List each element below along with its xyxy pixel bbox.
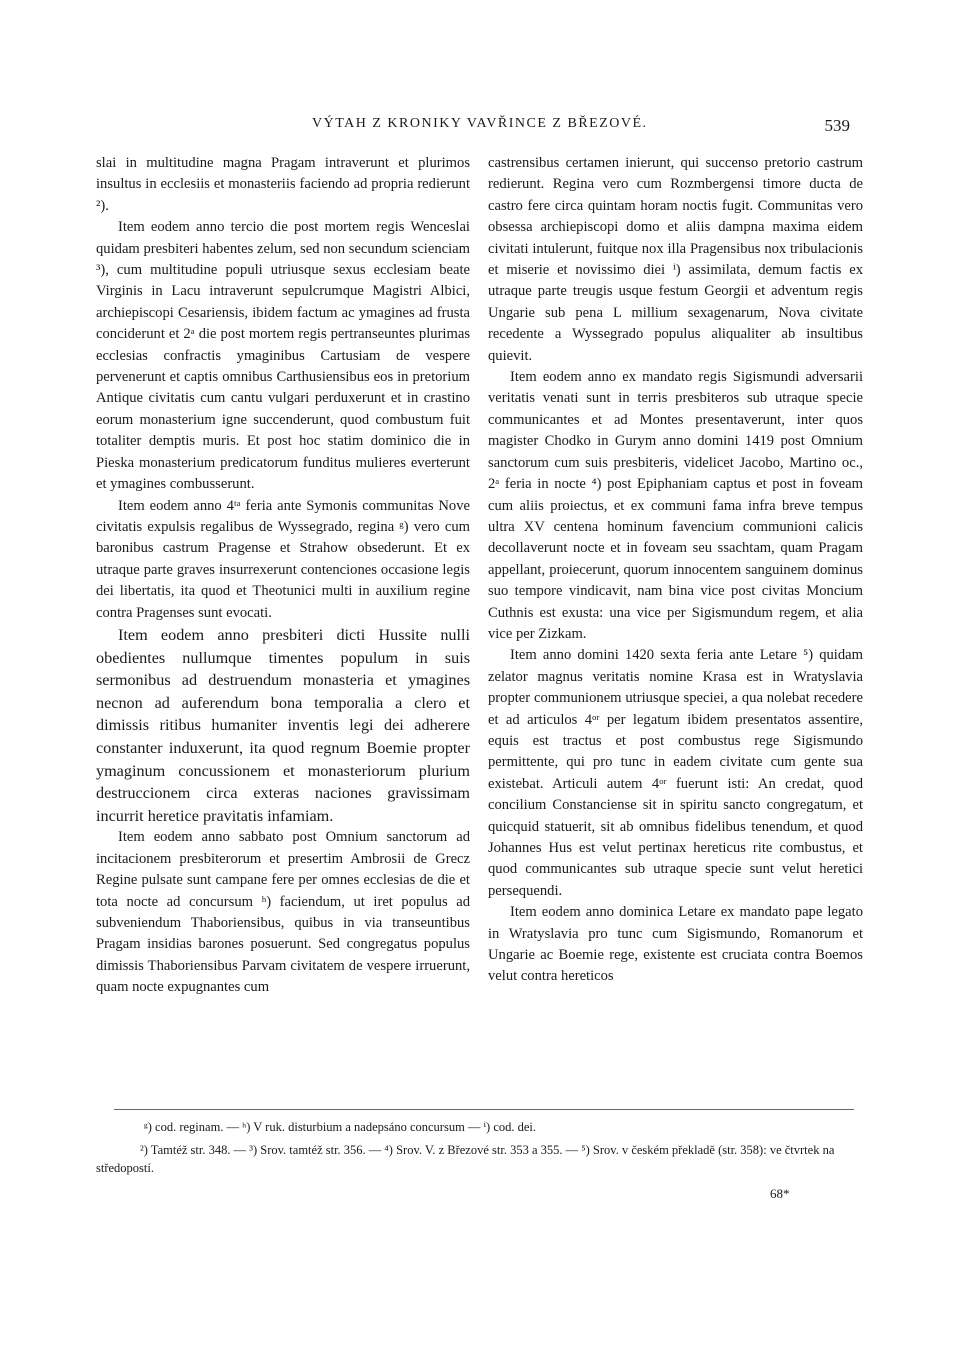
paragraph: castrensibus certamen inierunt, qui succenso pretorio castrum redierunt. Regina vero cum Rozmbergensi timore ducta de castro fere circa quintam horam noctis fugit. Communitas vero obsessa archiepiscopi domo et aliis dampna maxima eidem civitati intulerunt, fuitque nox illa Pragensibus nox tribulacionis et miserie et novissimo diei ⁱ) assimilata, demum factis ex utraque parte treugis usque festum Georgii et adventum regis Ungarie sub pena L millium sexagenarum, Nova civitate recedente a Wyssegrado populus aliqualiter ab insultibus quievit. [488,155,863,364]
left-column [96,153,470,999]
running-title: VÝTAH Z KRONIKY VAVŘINCE Z BŘEZOVÉ. [312,116,648,131]
page-number: 539 [824,116,850,135]
right-column [488,153,863,988]
footnote-references: ²) Tamtéž str. 348. — ³) Srov. tamtéž str. 356. — ⁴) Srov. V. z Březové str. 353 a 355. — ⁵) Srov. v českém překladě (str. 358): ve čtvrtek na středopostí. [96,1143,835,1175]
paragraph: Item eodem anno sabbato post Omnium sanctorum ad incitacionem presbiterorum et presertim Ambrosii de Grecz Regine pulsate sunt campane fere per omnes ecclesias de die et tota nocte ad concursum ʰ) faciendum, ut iret populus ad subveniendum Thaboriensibus, quibus in via transeuntibus Pragam insidias barones posuerunt. Sed congregatus populus dimissis Thaboriensibus Parvam civitatem de vespere irruerunt, quam nocte expugnantes cum [96,829,470,996]
paragraph: Item eodem anno dominica Letare ex mandato pape legato in Wratyslavia pro tunc cum Sigismundo, Romanorum et Ungarie ac Boemie rege, existente est cruciata contra Boemos velut contra hereticos [488,904,863,985]
paragraph: Item eodem anno presbiteri dicti Hussite nulli obedientes nullumque timentes populum in suis sermonibus ad destruendum monasteria et ymagines necnon ad auferendum bona temporalia a clero et dimissis ritibus humaniter inventis legi dei adherere constanter induxerunt, ita quod regnum Boemie propter ymaginum concussionem et monasteriorum plurium destruccionem circa exteras naciones gravissimam incurrit heretice pravitatis infamiam. [96,625,470,825]
paragraph: Item eodem anno ex mandato regis Sigismundi adversarii veritatis venati sunt in terris presbiteros sub utraque specie communicantes et ad Montes presentaverunt, inter quos magister Chodko in Gurym anno domini 1419 post Omnium sanctorum cum suis presbiteris, videlicet Jacobo, Martino oc., 2ᵃ feria in nocte ⁴) post Epiphaniam captus et post in foveam cum aliis proiectus, et ex communi fama infra breve tempus ultra XV centena hominum favencium communioni calicis decollaverunt nocte et in foveam seu ssachtam, quam Pragam appellant, proiecerunt, quorum innocentem sanguinem dominus suo tempore vindicavit, nam bina vice post civitas Moncium Cuthnis est exusta: una vice per Sigismundum regem, et alia vice per Zizkam. [488,369,863,642]
page-header [0,116,960,140]
paragraph: Item anno domini 1420 sexta feria ante Letare ⁵) quidam zelator magnus veritatis nomine Krasa est in Wratyslavia propter communionem utriusque speciei, a qua nolebat recedere et ad articulos 4ᵒʳ per legatum ibidem presentatos assentire, equis est tractus et post combustus rege Sigismundo permittente, qui pro tunc in eadem civitate cum gente sua existebat. Articuli autem 4ᵒʳ fuerunt isti: An credat, quod concilium Constanciense sit in spiritu sancto congregatum, et quicquid statuerit, sit ab omnibus fidelibus tenendum, et quod Johannes Hus est velut pertinax hereticus rite combustus, et quod communicantes sub utraque specie sunt velut heretici persequendi. [488,647,863,899]
paragraph: Item eodem anno 4ᵗᵃ feria ante Symonis communitas Nove civitatis expulsis regalibus de Wyssegrado, regina ᵍ) vero cum baronibus castrum Pragense et Strahow obsederunt. Et ex utraque parte graves insurrexerunt contenciones occasione legis dei libertatis, ita quod et Theotunici multi in auxilium regine contra Pragenses sunt evocati. [96,497,470,621]
signature-mark: 68* [770,1186,790,1201]
footnote-variants: ᵍ) cod. reginam. — ʰ) V ruk. disturbium a nadepsáno concursum — ⁱ) cod. dei. [144,1120,537,1134]
paragraph: Item eodem anno tercio die post mortem regis Wenceslai quidam presbiteri habentes zelum, sed non secundum scienciam ³), cum multitudine populi utriusque sexus ecclesiam beate Virginis in Lacu intraverunt sepulcrumque Magistri Albici, archiepiscopi Cesariensis, ibidem factum ac ymagines ad frusta conciderunt et 2ᵃ die post mortem regis pertranseuntes plurimas ecclesias confractis ymaginibus Cartusiam de vespere pervenerunt et captis omnibus Carthusiensibus eos in pretorium Antique civitatis cum cantu vulgari perduxerunt et in crastino eorum monasterium igne succenderunt, quod combustum fuit totaliter demptis muris. Et post hoc statim dominico die in Pieska monasterium predicatorum funditus mulieres everterunt et ymagines combusserunt. [96,219,470,493]
paragraph: slai in multitudine magna Pragam intraverunt et plurimos insultus in ecclesiis et monasteriis faciendo ad propria redierunt ²). [96,155,470,214]
footnote-divider [114,1109,854,1110]
